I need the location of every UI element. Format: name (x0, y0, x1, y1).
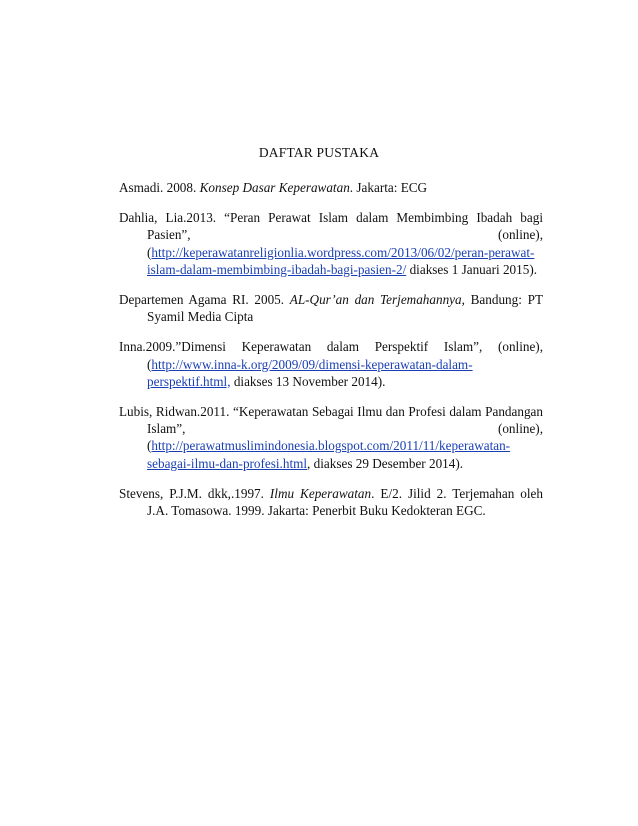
reference-entry (119, 291, 543, 325)
reference-entry (119, 403, 543, 472)
reference-text: Inna.2009.”Dimensi Keperawatan dalam Perspektif Islam”, (online), ( (119, 339, 543, 372)
reference-text: . Jakarta: ECG (349, 180, 428, 195)
reference-text: . E/2. Jilid 2. Terjemahan oleh J.A. Tomasowa. 1999. Jakarta: Penerbit Buku Kedokteran EGC. (147, 485, 543, 519)
reference-title: AL-Qur’an dan Terjemahannya (289, 292, 462, 308)
reference-text: diakses 13 November 2014). (230, 373, 386, 389)
reference-text: diakses 1 Januari 2015). (406, 261, 538, 277)
reference-text: Dahlia, Lia.2013. “Peran Perawat Islam dalam Membimbing Ibadah bagi Pasien”, (online), ( (119, 210, 543, 260)
reference-text: Lubis, Ridwan.2011. “Keperawatan Sebagai Ilmu dan Profesi dalam Pandangan Islam”, (online), ( (119, 404, 543, 454)
reference-text: Departemen Agama RI. 2005. (119, 292, 290, 308)
reference-entry (119, 209, 543, 278)
reference-link[interactable]: http://www.inna-k.org/2009/09/dimensi-keperawatan-dalam-perspektif.html, (147, 356, 473, 389)
page-title: DAFTAR PUSTAKA (258, 145, 380, 160)
reference-text: , Bandung: PT Syamil Media Cipta (147, 292, 543, 325)
reference-entry (119, 485, 543, 519)
reference-title: Konsep Dasar Keperawatan (199, 180, 350, 195)
reference-entry (119, 338, 543, 390)
reference-link[interactable]: http://keperawatanreligionlia.wordpress.com/2013/06/02/peran-perawat-islam-dalam-membimbing-ibadah-bagi-pasien-2/ (147, 244, 535, 277)
reference-title: Ilmu Keperawatan (269, 485, 372, 501)
reference-text: , diakses 29 Desember 2014). (307, 455, 464, 471)
reference-list (119, 179, 543, 532)
reference-text: Asmadi. 2008. (119, 180, 200, 195)
reference-text: Stevens, P.J.M. dkk,.1997. (119, 485, 270, 501)
reference-link[interactable]: http://perawatmuslimindonesia.blogspot.com/2011/11/keperawatan-sebagai-ilmu-dan-profesi.html (147, 438, 511, 471)
reference-entry (119, 179, 543, 196)
